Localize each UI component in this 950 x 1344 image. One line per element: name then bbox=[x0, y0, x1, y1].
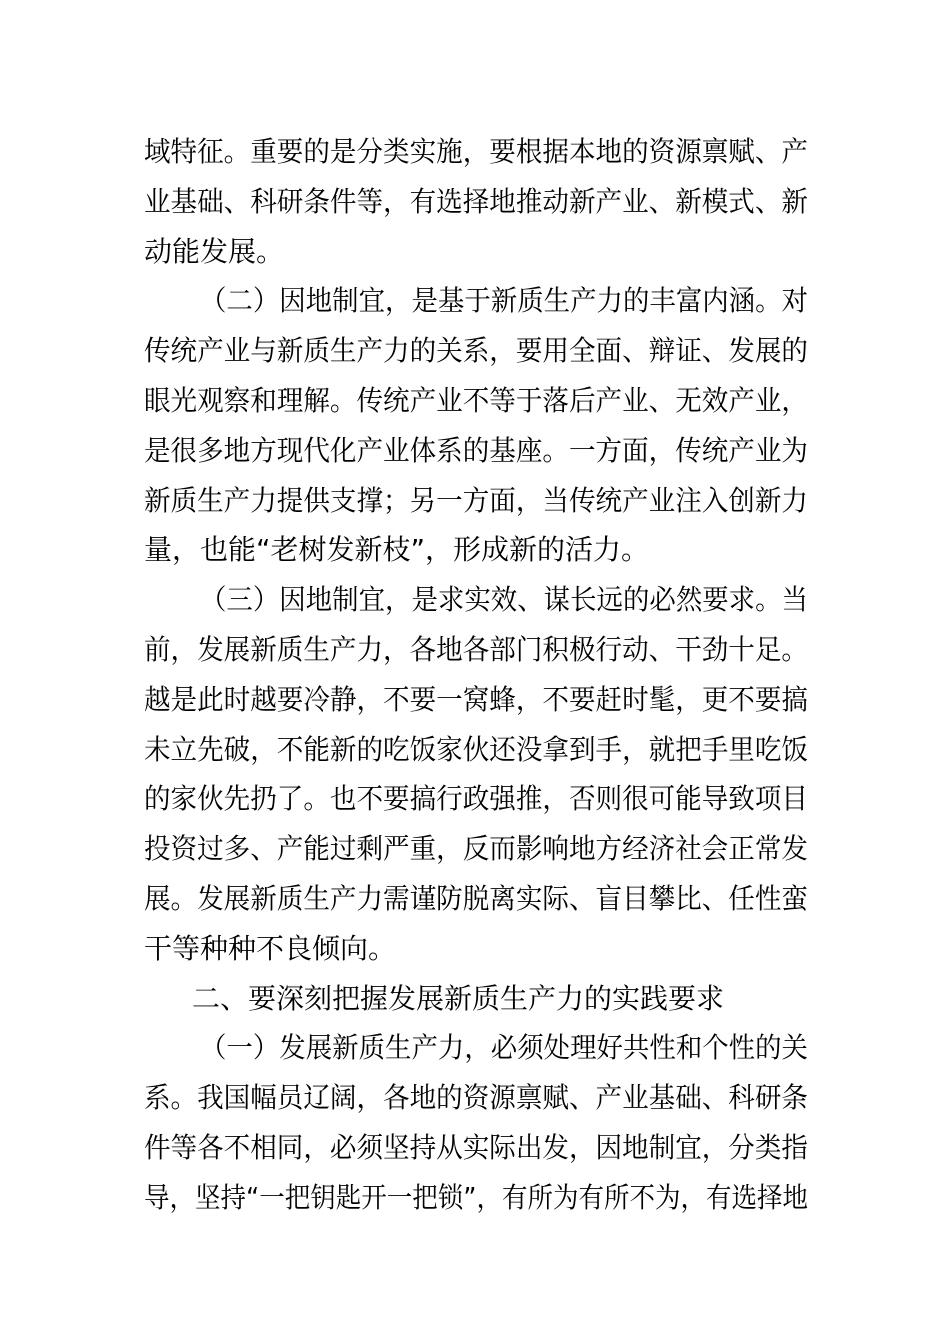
text-line: 未立先破，不能新的吃饭家伙还没拿到手，就把手里吃饭 bbox=[144, 732, 808, 766]
text-line: 投资过多、产能过剩严重，反而影响地方经济社会正常发 bbox=[144, 832, 808, 866]
text-line: 新质生产力提供支撑；另一方面，当传统产业注入创新力 bbox=[144, 483, 808, 517]
text-line: 展。发展新质生产力需谨防脱离实际、盲目攀比、任性蛮 bbox=[144, 881, 808, 915]
text-line: 眼光观察和理解。传统产业不等于落后产业、无效产业， bbox=[144, 383, 808, 417]
text-line: 系。我国幅员辽阔，各地的资源禀赋、产业基础、科研条 bbox=[144, 1081, 808, 1115]
text-line: 越是此时越要冷静，不要一窝蜂，不要赶时髦，更不要搞 bbox=[144, 682, 808, 716]
text-line: 导，坚持“一把钥匙开一把锁”，有所为有所不为，有选择地 bbox=[144, 1180, 808, 1214]
paragraph-start-line: （一）发展新质生产力，必须处理好共性和个性的关 bbox=[200, 1031, 808, 1065]
text-line: 干等种种不良倾向。 bbox=[144, 931, 397, 965]
text-line: 动能发展。 bbox=[144, 234, 285, 268]
text-line: 量，也能“老树发新枝”，形成新的活力。 bbox=[144, 533, 650, 567]
text-line: 传统产业与新质生产力的关系，要用全面、辩证、发展的 bbox=[144, 334, 808, 368]
text-line: 业基础、科研条件等，有选择地推动新产业、新模式、新 bbox=[144, 184, 808, 218]
text-line: 域特征。重要的是分类实施，要根据本地的资源禀赋、产 bbox=[144, 135, 808, 168]
paragraph-start-line: （二）因地制宜，是基于新质生产力的丰富内涵。对 bbox=[200, 284, 808, 318]
text-line: 是很多地方现代化产业体系的基座。一方面，传统产业为 bbox=[144, 433, 808, 467]
text-line: 前，发展新质生产力，各地各部门积极行动、干劲十足。 bbox=[144, 632, 808, 666]
text-line: 件等各不相同，必须坚持从实际出发，因地制宜，分类指 bbox=[144, 1130, 808, 1164]
paragraph-start-line: （三）因地制宜，是求实效、谋长远的必然要求。当 bbox=[200, 583, 808, 617]
section-heading: 二、要深刻把握发展新质生产力的实践要求 bbox=[192, 981, 725, 1015]
text-line: 的家伙先扔了。也不要搞行政强推，否则很可能导致项目 bbox=[144, 782, 808, 816]
body-text bbox=[144, 127, 808, 1223]
